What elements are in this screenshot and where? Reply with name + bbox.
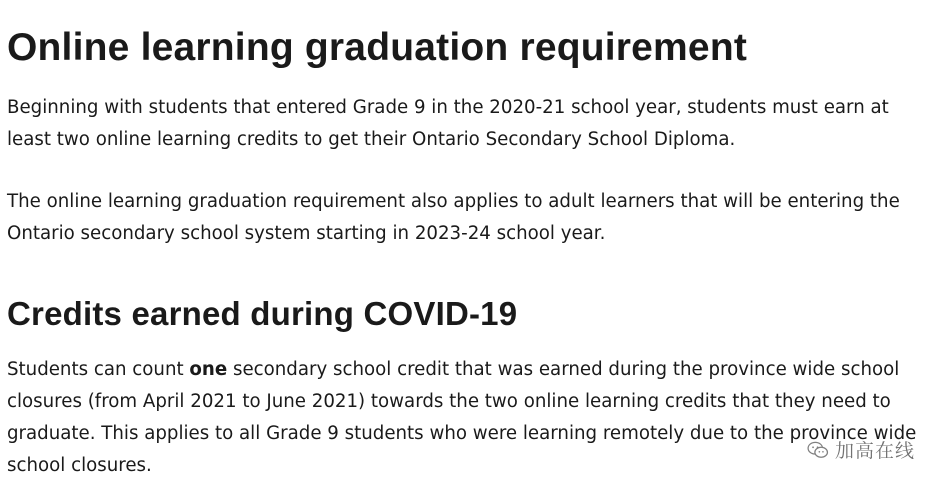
wechat-icon: [807, 441, 829, 459]
paragraph-covid-credits-start: Students can count: [7, 359, 190, 380]
watermark: [807, 436, 915, 463]
section-heading-online-learning: Online learning graduation requirement: [7, 26, 748, 69]
paragraph-covid-credits: [7, 354, 927, 482]
watermark-text: 加高在线: [834, 440, 915, 462]
section-heading-covid-credits: Credits earned during COVID-19: [7, 295, 518, 332]
paragraph-covid-credits-end: secondary school credit that was earned during the province wide school closures (from April 2021 to June 2021) towards the two online learning credits that they need to graduate. This applies to all Grade 9 students who were learning remotely due to the province wide school closures.: [7, 359, 917, 476]
paragraph-requirement: Beginning with students that entered Grade 9 in the 2020-21 school year, students must earn at least two online learning credits to get their Ontario Secondary School Diploma.: [7, 97, 889, 150]
paragraph-adult-learners: The online learning graduation requirement also applies to adult learners that will be entering the Ontario secondary school system starting in 2023-24 school year.: [7, 191, 900, 244]
emphasis-one: one: [189, 359, 228, 380]
